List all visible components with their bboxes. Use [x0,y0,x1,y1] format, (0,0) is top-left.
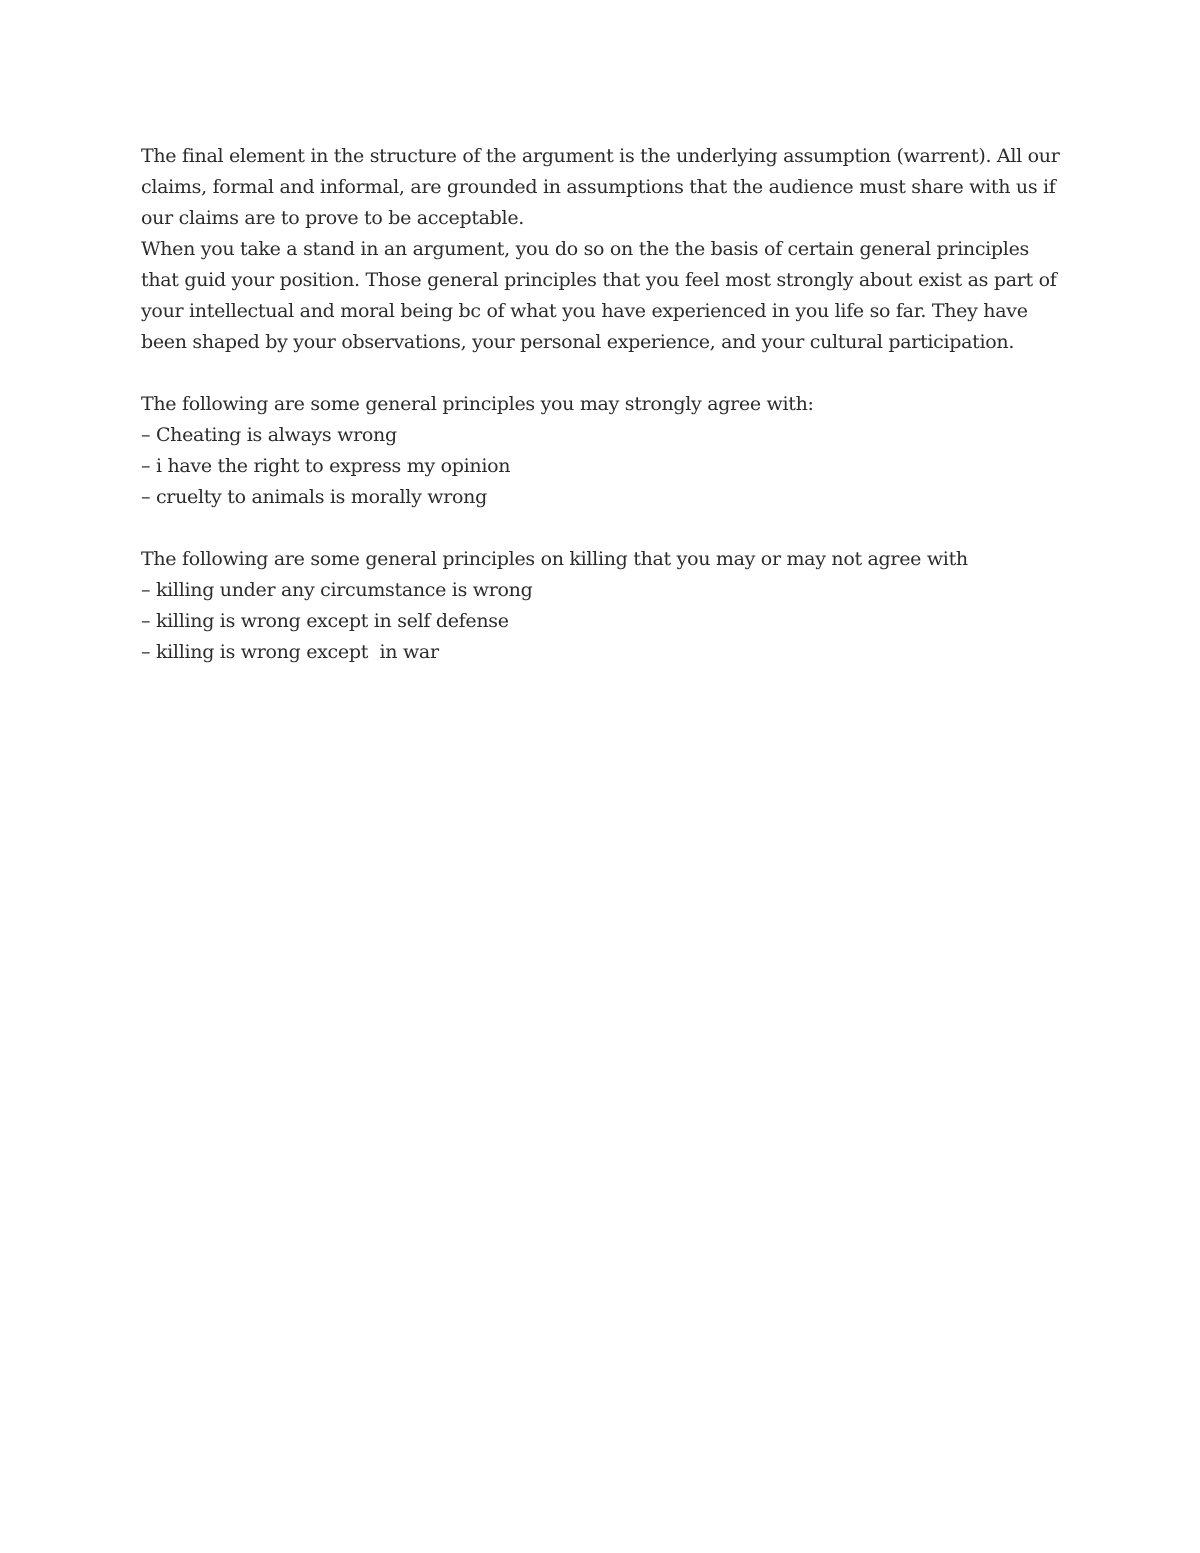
list-item: – killing is wrong except in self defense [141,610,509,632]
paragraph-general-principles [141,234,1071,358]
paragraph-warrant [141,141,1071,234]
text-line: your intellectual and moral being bc of what you have experienced in you life so far. They have [141,300,1028,322]
list-intro: The following are some general principles you may strongly agree with: [141,393,814,415]
text-line: claims, formal and informal, are grounded in assumptions that the audience must share with us if [141,176,1056,198]
list-item: – Cheating is always wrong [141,424,397,446]
text-line: The final element in the structure of the argument is the underlying assumption (warrent). All our [141,145,1060,167]
list-item: – cruelty to animals is morally wrong [141,486,487,508]
spacer [141,358,1071,389]
list-item: – i have the right to express my opinion [141,455,511,477]
list-intro: The following are some general principles on killing that you may or may not agree with [141,548,968,570]
text-line: that guid your position. Those general principles that you feel most strongly about exist as part of [141,269,1057,291]
list-killing-principles [141,544,1071,668]
list-item: – killing under any circumstance is wrong [141,579,533,601]
list-agree-principles [141,389,1071,513]
text-line: been shaped by your observations, your personal experience, and your cultural participation. [141,331,1015,353]
spacer [141,513,1071,544]
text-line: our claims are to prove to be acceptable. [141,207,524,229]
document-body [141,141,1071,668]
text-line: When you take a stand in an argument, you do so on the the basis of certain general principles [141,238,1029,260]
list-item: – killing is wrong except in war [141,641,439,663]
